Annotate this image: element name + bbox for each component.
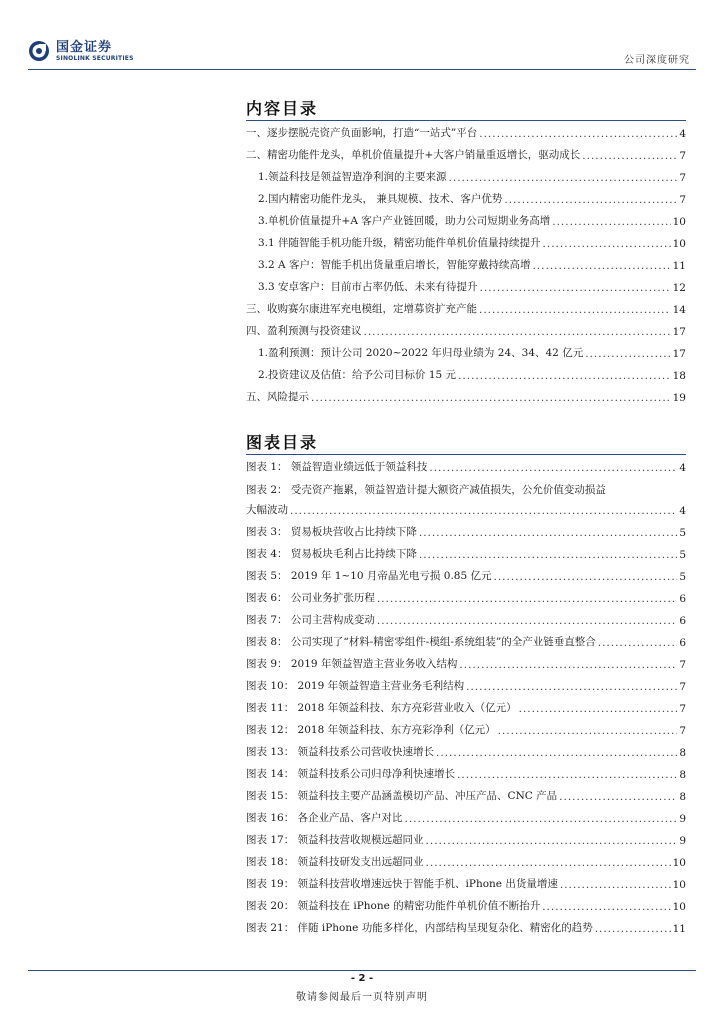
toc-entry-label: 3.单机价值量提升+A 客户产业链回暖，助力公司短期业务高增	[258, 215, 551, 227]
figure-entry-label: 图表 5： 2019 年 1~10 月帝晶光电亏损 0.85 亿元	[246, 570, 492, 582]
toc-leader	[559, 791, 677, 803]
figure-entry-page: 8	[679, 747, 686, 759]
toc-entry-label: 3.2 A 客户：智能手机出货量重启增长，智能穿戴持续高增	[258, 259, 531, 271]
toc-entry-label: 三、收购赛尔康进军充电模组，定增募资扩充产能	[246, 303, 477, 315]
toc-entry[interactable]	[246, 148, 686, 162]
toc-leader	[457, 769, 677, 781]
toc-entry[interactable]	[246, 324, 686, 338]
toc-entry[interactable]	[258, 170, 686, 184]
page-number: - 2 -	[350, 973, 374, 984]
figure-entry-page: 6	[679, 637, 686, 649]
figure-entry-label: 图表 3： 贸易板块营收占比持续下降	[246, 526, 417, 538]
toc-entry[interactable]	[258, 214, 686, 228]
toc-entry-label: 3.1 伴随智能手机功能升级，精密功能件单机价值量持续提升	[258, 237, 541, 249]
figure-entry-page: 5	[679, 549, 686, 561]
toc-entry-page: 10	[672, 238, 686, 250]
toc-entry-label: 2.国内精密功能件龙头， 兼具规模、技术、客户优势	[258, 193, 503, 205]
figure-entry-label: 图表 10： 2019 年领益智造主营业务毛利结构	[246, 680, 465, 692]
figure-entry-label: 图表 11： 2018 年领益科技、东方亮彩营业收入（亿元）	[246, 702, 517, 714]
figure-entry-label: 图表 6： 公司业务扩张历程	[246, 592, 375, 604]
sinolink-logo-icon	[28, 40, 50, 62]
figure-entry[interactable]	[246, 701, 686, 715]
toc-leader	[429, 462, 677, 474]
toc-entry[interactable]	[246, 302, 686, 316]
toc-entry-page: 7	[679, 172, 686, 184]
toc-leader	[493, 571, 677, 583]
toc-entry-page: 18	[672, 370, 686, 382]
toc-entry-page: 7	[679, 150, 686, 162]
figure-entry-page: 7	[679, 725, 686, 737]
figure-entry-label: 图表 8： 公司实现了“材料-精密零组件-模组-系统组装”的全产业链垂直整合	[246, 636, 596, 648]
toc-leader	[519, 703, 678, 715]
toc-entry[interactable]	[258, 236, 686, 250]
figure-entry[interactable]	[246, 613, 686, 627]
figure-entry-page: 7	[679, 681, 686, 693]
toc-leader	[532, 260, 670, 272]
toc-leader	[480, 282, 671, 294]
toc-leader	[377, 615, 677, 627]
toc-leader	[290, 505, 677, 517]
toc-leader	[466, 681, 677, 693]
toc-entry-label: 3.3 安卓客户：目前市占率仍低、未来有待提升	[258, 281, 478, 293]
toc-leader	[542, 901, 670, 913]
figure-entry-label: 图表 7： 公司主营构成变动	[246, 614, 375, 626]
figure-entry-label: 图表 9： 2019 年领益智造主营业务收入结构	[246, 658, 458, 670]
document-type: 公司深度研究	[624, 55, 690, 66]
toc-entry-page: 7	[679, 194, 686, 206]
figure-entry-label: 图表 18： 领益科技研发支出远超同业	[246, 856, 424, 868]
figure-entry-label: 图表 14： 领益科技系公司归母净利快速增长	[246, 768, 456, 780]
toc-leader	[426, 857, 671, 869]
figure-entry[interactable]	[246, 482, 686, 517]
figure-entry-label: 图表 1： 领益智造业绩远低于领益科技	[246, 461, 428, 473]
toc-leader	[377, 593, 677, 605]
figure-entry[interactable]	[246, 569, 686, 583]
toc-entry-label: 一、逐步摆脱壳资产负面影响，打造“一站式”平台	[246, 127, 478, 139]
toc-leader	[560, 879, 671, 891]
toc-entry[interactable]	[258, 280, 686, 294]
toc-entry-label: 2.投资建议及估值：给予公司目标价 15 元	[258, 369, 457, 381]
figure-entry[interactable]	[246, 789, 686, 803]
toc-entry-page: 10	[672, 216, 686, 228]
toc-entry-label: 二、精密功能件龙头，单机价值量提升+大客户销量重返增长，驱动成长	[246, 149, 581, 161]
figure-entry[interactable]	[246, 767, 686, 781]
figure-entry[interactable]	[246, 525, 686, 539]
toc-entry-label: 1.盈利预测：预计公司 2020~2022 年归母业绩为 24、34、42 亿元	[258, 347, 584, 359]
toc-leader	[552, 216, 670, 228]
toc-leader	[436, 747, 677, 759]
figure-entry-page: 10	[672, 857, 686, 869]
contents-title: 内容目录	[246, 99, 319, 118]
toc-leader	[426, 835, 678, 847]
toc-entry-page: 19	[672, 392, 686, 404]
toc-entry[interactable]	[258, 368, 686, 382]
figure-entry-label: 图表 13： 领益科技系公司营收快速增长	[246, 746, 435, 758]
figure-entry-page: 8	[679, 769, 686, 781]
toc-leader	[595, 923, 671, 935]
figures-title: 图表目录	[246, 433, 319, 452]
toc-leader	[582, 150, 677, 162]
toc-entry[interactable]	[258, 192, 686, 206]
company-logo	[28, 40, 134, 62]
figure-entry[interactable]	[246, 723, 686, 737]
toc-entry[interactable]	[246, 126, 686, 140]
figure-entry-label: 图表 15： 领益科技主要产品涵盖模切产品、冲压产品、CNC 产品	[246, 790, 558, 802]
figure-entry-page: 10	[672, 879, 686, 891]
header-divider	[28, 69, 696, 70]
toc-entry[interactable]	[258, 258, 686, 272]
toc-leader	[419, 549, 677, 561]
toc-leader	[498, 725, 678, 737]
toc-leader	[598, 637, 678, 649]
toc-leader	[458, 370, 671, 382]
page-header	[0, 0, 724, 70]
figure-entry-page: 11	[672, 923, 686, 935]
disclaimer-note: 敬请参阅最后一页特别声明	[296, 992, 428, 1003]
toc-entry-page: 4	[679, 128, 686, 140]
figure-entry-page: 9	[679, 813, 686, 825]
toc-entry-page: 14	[672, 304, 686, 316]
toc-entry[interactable]	[258, 346, 686, 360]
toc-leader	[459, 659, 677, 671]
logo-english-name: SINOLINK SECURITIES	[56, 54, 134, 62]
toc-leader	[364, 326, 671, 338]
toc-leader	[585, 348, 670, 360]
toc-entry-page: 11	[672, 260, 686, 272]
figure-entry-label: 图表 17： 领益科技营收规模远超同业	[246, 834, 424, 846]
figure-entry-label: 图表 2： 受壳资产拖累，领益智造计提大额资产减值损失，公允价值变动损益	[246, 484, 606, 496]
toc-leader	[504, 194, 677, 206]
figure-entry-label: 图表 12： 2018 年领益科技、东方亮彩净利（亿元）	[246, 724, 496, 736]
figures-title-rule	[246, 454, 686, 455]
figure-entry-page: 10	[672, 901, 686, 913]
figure-entry[interactable]	[246, 877, 686, 891]
toc-leader	[479, 304, 671, 316]
figure-entry[interactable]	[246, 460, 686, 474]
figure-entry[interactable]	[246, 591, 686, 605]
figure-entry[interactable]	[246, 921, 686, 935]
figure-entry[interactable]	[246, 745, 686, 759]
figure-entry-page: 6	[679, 615, 686, 627]
figure-entry-page: 7	[679, 659, 686, 671]
contents-title-rule	[246, 120, 686, 121]
figure-entry[interactable]	[246, 811, 686, 825]
figure-entry-label: 图表 20： 领益科技在 iPhone 的精密功能件单机价值不断抬升	[246, 900, 541, 912]
toc-entry-label: 五、风险提示	[246, 391, 309, 403]
figure-entry-label: 图表 16： 各企业产品、客户对比	[246, 812, 403, 824]
toc-leader	[449, 172, 678, 184]
toc-entry-label: 四、盈利预测与投资建议	[246, 325, 362, 337]
figure-entry-page: 7	[679, 703, 686, 715]
figure-entry-page: 4	[679, 505, 686, 517]
toc-entry-page: 12	[672, 282, 686, 294]
figure-entry[interactable]	[246, 833, 686, 847]
figure-entry-label: 图表 21： 伴随 iPhone 功能多样化，内部结构呈现复杂化、精密化的趋势	[246, 922, 593, 934]
toc-leader	[479, 128, 677, 140]
figure-entry-page: 4	[679, 462, 686, 474]
figure-entry-page: 6	[679, 593, 686, 605]
figure-entry[interactable]	[246, 855, 686, 869]
toc-leader	[419, 527, 677, 539]
toc-leader	[543, 238, 671, 250]
figure-entry-page: 9	[679, 835, 686, 847]
toc-leader	[405, 813, 678, 825]
figure-entry-label-continued: 大幅波动	[246, 504, 288, 516]
figure-entry[interactable]	[246, 679, 686, 693]
logo-chinese-name: 国金证券	[56, 39, 113, 55]
figure-entry-page: 5	[679, 527, 686, 539]
figure-entry[interactable]	[246, 635, 686, 649]
toc-entry-page: 17	[672, 326, 686, 338]
figure-entry-page: 5	[679, 571, 686, 583]
figure-entry-label: 图表 4： 贸易板块毛利占比持续下降	[246, 548, 417, 560]
toc-leader	[311, 392, 671, 404]
toc-entry-label: 1.领益科技是领益智造净利润的主要来源	[258, 171, 447, 183]
figure-entry[interactable]	[246, 657, 686, 671]
toc-entry[interactable]	[246, 390, 686, 404]
toc-entry-page: 17	[672, 348, 686, 360]
figure-entry-label: 图表 19： 领益科技营收增速远快于智能手机、iPhone 出货量增速	[246, 878, 558, 890]
figure-entry[interactable]	[246, 547, 686, 561]
footer-divider	[28, 970, 696, 971]
figure-entry-page: 8	[679, 791, 686, 803]
figure-entry[interactable]	[246, 899, 686, 913]
